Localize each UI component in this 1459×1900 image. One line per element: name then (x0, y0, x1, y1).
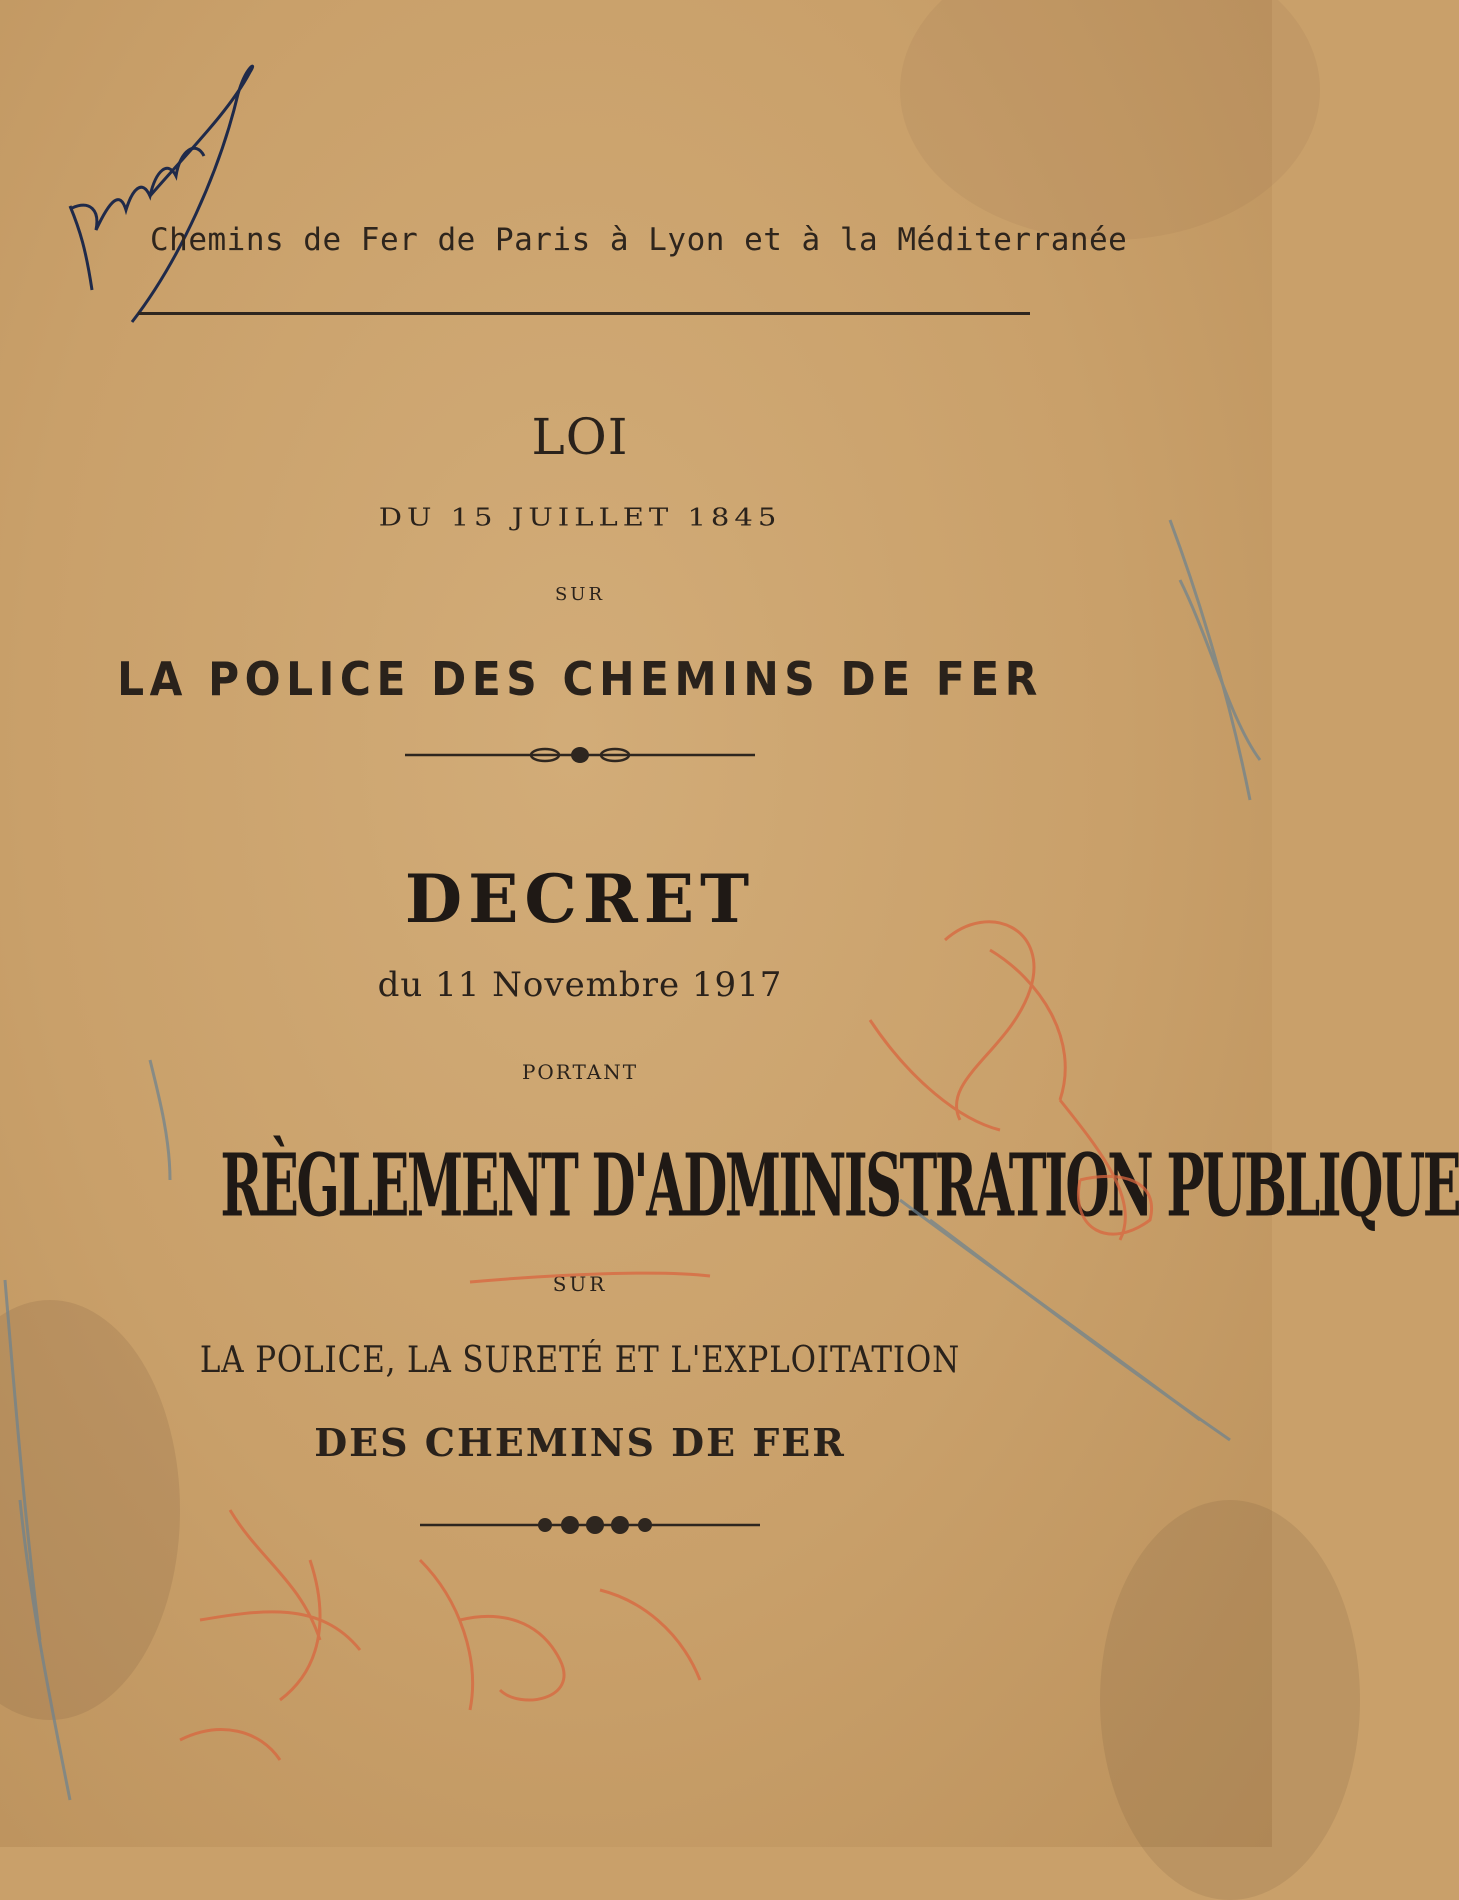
ornamental-rule-bottom (420, 1510, 760, 1540)
connector-portant: PORTANT (521, 1060, 639, 1084)
connector-sur-2: SUR (552, 1272, 608, 1296)
loi-subject: LA POLICE DES CHEMINS DE FER (117, 652, 1043, 706)
decret-title: DECRET (404, 860, 756, 938)
header-rule (138, 312, 1030, 315)
reglement-heading: RÈGLEMENT D'ADMINISTRATION PUBLIQUE (220, 1135, 1459, 1237)
loi-title: LOI (531, 408, 629, 466)
publisher-header: Chemins de Fer de Paris à Lyon et à la Méditerranée (150, 222, 1128, 258)
loi-date: DU 15 JUILLET 1845 (378, 502, 782, 532)
ornamental-rule (405, 740, 755, 770)
decret-subject-line-2: DES CHEMINS DE FER (314, 1420, 846, 1465)
connector-sur: SUR (554, 584, 606, 605)
handwritten-signature (0, 0, 300, 340)
decret-subject-line-1: LA POLICE, LA SURETÉ ET L'EXPLOITATION (199, 1340, 961, 1381)
paper-stain (900, 0, 1320, 240)
decret-date: du 11 Novembre 1917 (377, 965, 783, 1005)
paper-stain (1100, 1500, 1360, 1900)
